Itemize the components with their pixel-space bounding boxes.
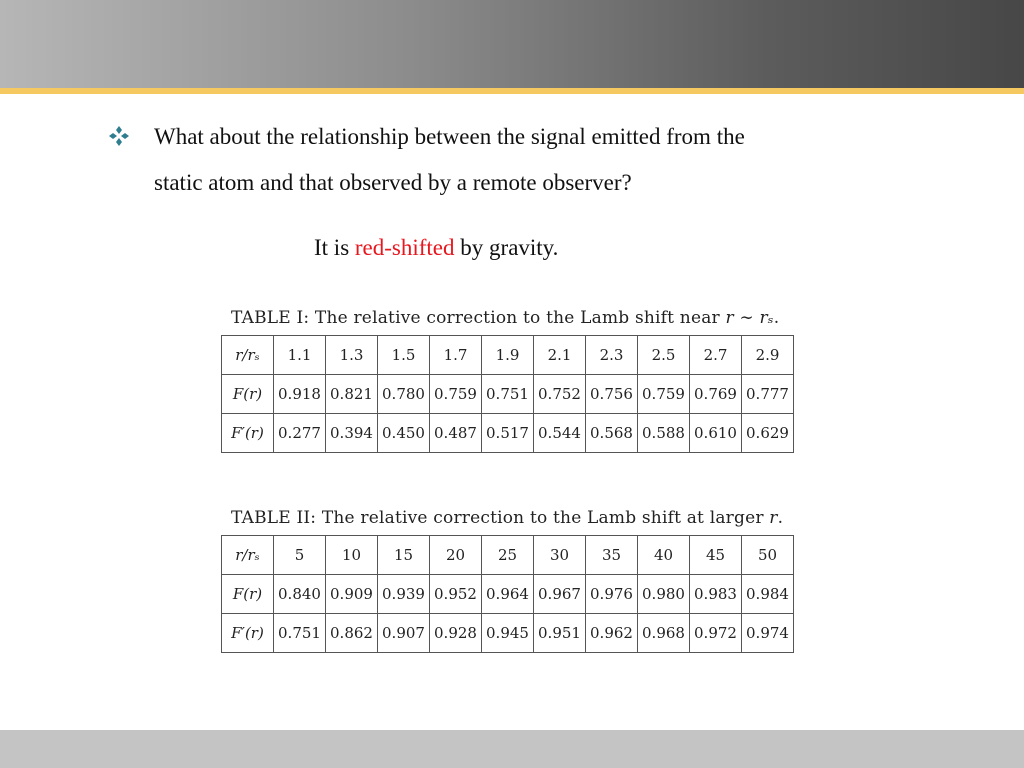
table-cell: 0.759 [638,375,690,414]
table2-header-row [222,536,794,575]
table1-header-row [222,336,794,375]
table-cell: 0.394 [326,414,378,453]
table-cell: 0.544 [534,414,586,453]
table-cell: 5 [274,536,326,575]
table1-caption-math: r ∼ rₛ [725,308,774,328]
table1-fprime-row [222,414,794,453]
table-cell: 2.7 [690,336,742,375]
table-cell: 35 [586,536,638,575]
table-cell: 0.928 [430,614,482,653]
table-cell: 0.568 [586,414,638,453]
table-cell: 2.5 [638,336,690,375]
table-cell: 0.939 [378,575,430,614]
table-cell: 0.769 [690,375,742,414]
table-cell: 1.5 [378,336,430,375]
table2-caption [231,510,783,527]
table-cell: 0.780 [378,375,430,414]
table-cell: 2.3 [586,336,638,375]
header-band [0,0,1024,88]
table-cell: 0.984 [742,575,794,614]
footer-band [0,730,1024,768]
answer-statement [314,236,558,259]
table-cell: 0.821 [326,375,378,414]
table-cell: 0.840 [274,575,326,614]
table-cell: 25 [482,536,534,575]
table-cell: 0.629 [742,414,794,453]
table-cell: 1.3 [326,336,378,375]
table-cell: 0.952 [430,575,482,614]
table-cell: 45 [690,536,742,575]
table-cell: 0.945 [482,614,534,653]
row-label: F′(r) [222,414,274,453]
table-cell: 0.951 [534,614,586,653]
table2-f-row [222,575,794,614]
table-cell: 0.752 [534,375,586,414]
table-cell: 0.277 [274,414,326,453]
table1-caption [231,310,779,327]
table2-fprime-row [222,614,794,653]
row-label: F′(r) [222,614,274,653]
table-cell: 0.964 [482,575,534,614]
table-cell: 1.9 [482,336,534,375]
table-cell: 0.487 [430,414,482,453]
table-cell: 0.918 [274,375,326,414]
answer-suffix: by gravity. [454,235,559,260]
table-cell: 0.759 [430,375,482,414]
row-label: r/rₛ [222,336,274,375]
table-cell: 0.450 [378,414,430,453]
table-cell: 10 [326,536,378,575]
table-cell: 2.1 [534,336,586,375]
table-cell: 30 [534,536,586,575]
table-cell: 0.862 [326,614,378,653]
table2-caption-math: r [769,508,778,528]
table-cell: 0.967 [534,575,586,614]
row-label: r/rₛ [222,536,274,575]
table-cell: 0.756 [586,375,638,414]
table-cell: 2.9 [742,336,794,375]
diamond-bullet-icon [107,124,131,148]
table2 [221,535,794,653]
table-cell: 0.974 [742,614,794,653]
table-cell: 1.1 [274,336,326,375]
table-cell: 0.976 [586,575,638,614]
row-label: F(r) [222,375,274,414]
table1-caption-end: . [773,308,780,328]
table-cell: 0.588 [638,414,690,453]
table1 [221,335,794,453]
table-cell: 0.777 [742,375,794,414]
table-cell: 0.517 [482,414,534,453]
question-line-1: What about the relationship between the signal emitted from the [154,124,745,149]
row-label: F(r) [222,575,274,614]
header-accent-rule [0,88,1024,94]
table-cell: 0.751 [482,375,534,414]
question-line-2: static atom and that observed by a remote observer? [154,170,632,195]
table-cell: 0.907 [378,614,430,653]
table-cell: 40 [638,536,690,575]
answer-prefix: It is [314,235,355,260]
table-cell: 0.980 [638,575,690,614]
table-cell: 0.972 [690,614,742,653]
table1-caption-text: TABLE I: The relative correction to the Lamb shift near [231,308,726,328]
table-cell: 50 [742,536,794,575]
table-cell: 15 [378,536,430,575]
table2-caption-text: TABLE II: The relative correction to the Lamb shift at larger [231,508,770,528]
table-cell: 0.610 [690,414,742,453]
answer-highlight: red-shifted [354,235,455,260]
table-cell: 0.962 [586,614,638,653]
table-cell: 20 [430,536,482,575]
table-cell: 0.968 [638,614,690,653]
table-cell: 0.751 [274,614,326,653]
table-cell: 0.909 [326,575,378,614]
table-cell: 1.7 [430,336,482,375]
table-cell: 0.983 [690,575,742,614]
table2-caption-end: . [777,508,784,528]
table1-f-row [222,375,794,414]
